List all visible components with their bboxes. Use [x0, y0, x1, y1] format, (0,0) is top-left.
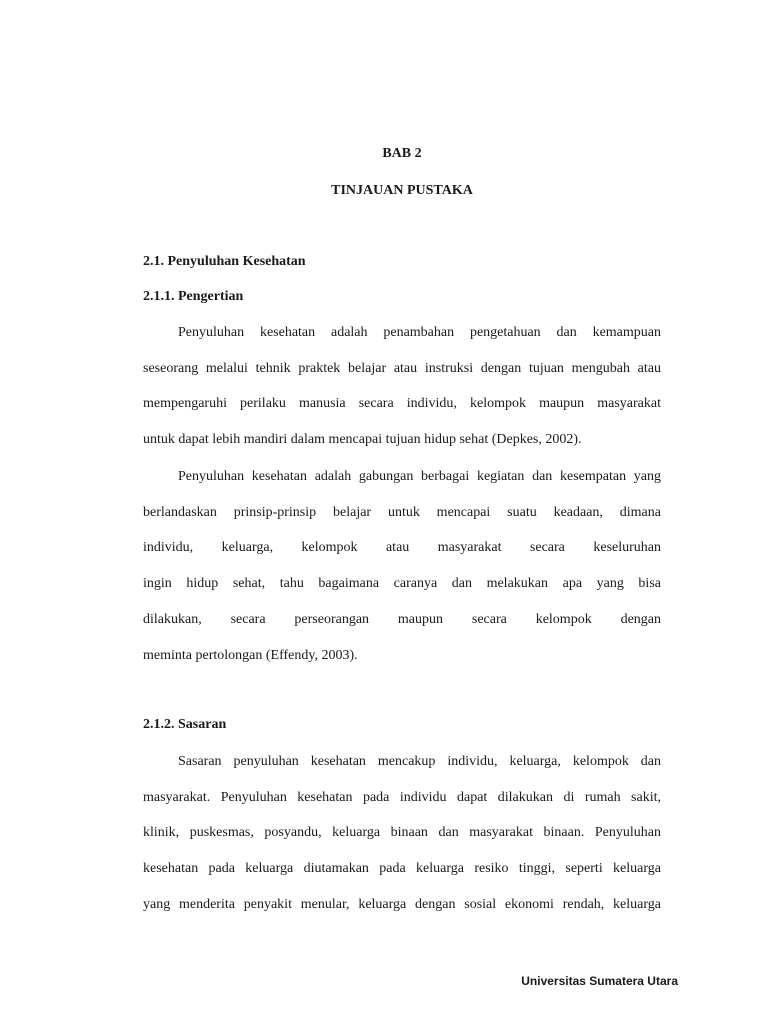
chapter-number: BAB 2	[382, 146, 422, 161]
text-line: Penyuluhan kesehatan adalah penambahan pengetahuan dan kemampuan	[178, 325, 661, 340]
text-line: masyarakat. Penyuluhan kesehatan pada individu dapat dilakukan di rumah sakit,	[143, 789, 661, 805]
section-heading-2-1-1: 2.1.1. Pengertian	[143, 289, 244, 304]
text-line: berlandaskan prinsip-prinsip belajar untuk mencapai suatu keadaan, dimana	[143, 504, 661, 520]
section-heading-2-1-2: 2.1.2. Sasaran	[143, 717, 227, 732]
footer-university: Universitas Sumatera Utara	[521, 974, 678, 988]
text-line: individu, keluarga, kelompok atau masyarakat secara keseluruhan	[143, 540, 661, 556]
text-line: yang menderita penyakit menular, keluarga dengan sosial ekonomi rendah, keluarga	[143, 896, 661, 912]
text-line: Sasaran penyuluhan kesehatan mencakup individu, keluarga, kelompok dan	[178, 754, 661, 769]
text-line: untuk dapat lebih mandiri dalam mencapai tujuan hidup sehat (Depkes, 2002).	[143, 432, 582, 448]
text-line: seseorang melalui tehnik praktek belajar atau instruksi dengan tujuan mengubah atau	[143, 360, 661, 376]
section-heading-2-1: 2.1. Penyuluhan Kesehatan	[143, 254, 306, 269]
text-line: Penyuluhan kesehatan adalah gabungan berbagai kegiatan dan kesempatan yang	[178, 469, 661, 484]
text-line: meminta pertolongan (Effendy, 2003).	[143, 647, 358, 663]
text-line: klinik, puskesmas, posyandu, keluarga binaan dan masyarakat binaan. Penyuluhan	[143, 825, 661, 841]
chapter-title: TINJAUAN PUSTAKA	[331, 183, 473, 198]
text-line: dilakukan, secara perseorangan maupun secara kelompok dengan	[143, 611, 661, 627]
text-line: ingin hidup sehat, tahu bagaimana caranya dan melakukan apa yang bisa	[143, 576, 661, 592]
text-line: kesehatan pada keluarga diutamakan pada keluarga resiko tinggi, seperti keluarga	[143, 861, 661, 877]
text-line: mempengaruhi perilaku manusia secara individu, kelompok maupun masyarakat	[143, 396, 661, 412]
